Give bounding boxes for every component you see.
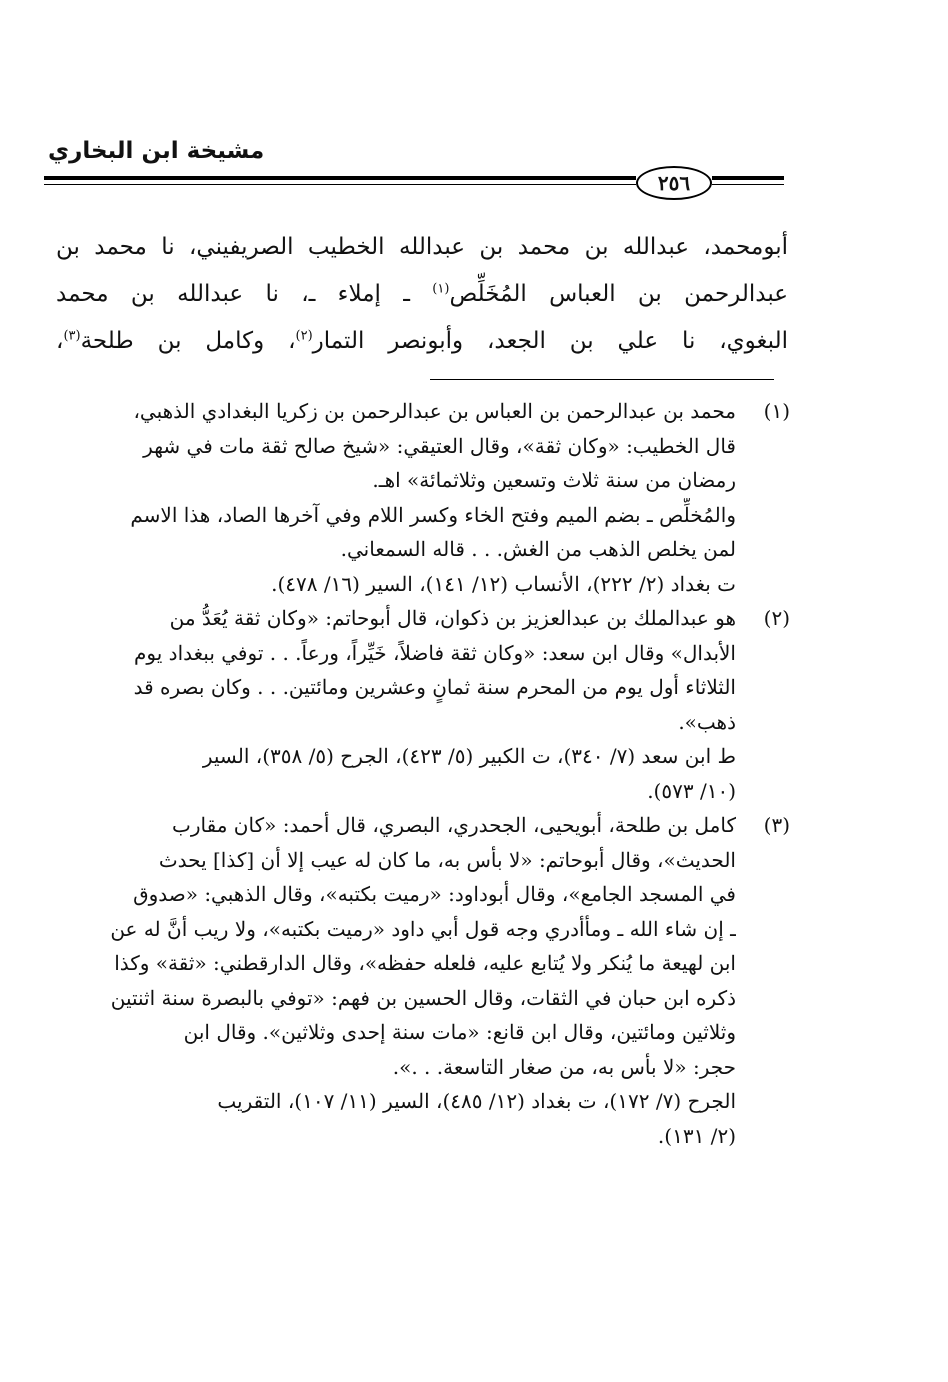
main-line-2-text: عبدالرحمن بن العباس المُخَلِّص (449, 281, 788, 307)
footnote-number: (١) (763, 399, 790, 423)
footnote-2 (54, 601, 790, 808)
footnote-line: قال الخطيب: «وكان ثقة»، وقال العتيقي: «شيخ صالح ثقة مات في شهر (143, 433, 736, 458)
footnote-line: الحديث»، وقال أبوحاتم: «لا بأس به، ما كان له عيب إلا أن [كذا] يحدث (158, 847, 736, 872)
footnote-line: الأبدال» وقال ابن سعد: «وكان ثقة فاضلاً، خَيِّراً، ورعاً. . . توفي ببغداد يوم (134, 640, 736, 665)
footnote-line: ابن لهيعة ما يُنكر ولا يُتابع عليه، فلعله حفظه»، وقال الدارقطني: «ثقة» وكذا (114, 951, 736, 975)
footnote-line: (١٠/ ٥٧٣). (647, 778, 736, 803)
footnotes (54, 394, 790, 1153)
footnote-separator (430, 379, 774, 380)
footnote-line: لمن يخلص الذهب من الغش. . . قاله السمعاني. (340, 537, 736, 561)
header-rule-right-thin (712, 184, 784, 185)
main-line-3 (56, 318, 788, 365)
main-line-3-text: البغوي، نا علي بن الجعد، وأبونصر التمار (312, 328, 788, 354)
footnote-ref-3: (٣) (63, 328, 81, 344)
footnote-line: ـ إن شاء الله ـ ومأأدري وجه قول أبي داود «رميت بكتبه»، ولا ريب أنَّ له عن (110, 916, 736, 941)
footnote-ref-2: (٢) (295, 328, 313, 344)
header-rule-right-thick (712, 176, 784, 180)
footnote-line: ذكره ابن حبان في الثقات، وقال الحسين بن فهم: «توفي بالبصرة سنة اثنتين (110, 985, 736, 1010)
footnote-number: (٣) (763, 813, 790, 837)
footnote-line: حجر: «لا بأس به، من صغار التاسعة. . .». (392, 1054, 736, 1079)
footnote-line: الثلاثاء أول يوم من المحرم سنة ثمانٍ وعشرين ومائتين. . . وكان بصره قد (133, 675, 736, 699)
main-line-2-rest: ـ إملاء ـ، نا عبدالله بن محمد (56, 281, 433, 307)
footnote-line: ذهب». (678, 709, 736, 734)
main-line-3-end: ، (56, 328, 64, 354)
footnote-line: في المسجد الجامع»، وقال أبوداود: «رميت بكتبه»، وقال الذهبي: «صدوق (133, 882, 736, 906)
footnote-line: ط ابن سعد (٧/ ٣٤٠)، ت الكبير (٥/ ٤٢٣)، الجرح (٥/ ٣٥٨)، السير (202, 744, 736, 768)
footnote-line: هو عبدالملك بن عبدالعزيز بن ذكوان، قال أبوحاتم: «وكان ثقة يُعَدُّ من (169, 606, 736, 630)
main-line-3-rest: ، وكامل بن طلحة (80, 328, 296, 354)
header-rule-left-thin (44, 184, 636, 185)
header-rule-left-thick (44, 176, 636, 180)
footnote-line: وثلاثين ومائتين، وقال ابن قانع: «مات سنة إحدى وثلاثين». وقال ابن (183, 1020, 736, 1044)
footnote-3 (54, 808, 790, 1153)
footnote-line: كامل بن طلحة، أبويحيى، الجحدري، البصري، قال أحمد: «كان مقارب (172, 813, 736, 837)
footnote-line: رمضان من سنة ثلاث وتسعين وثلاثمائة» اهـ. (372, 468, 736, 492)
running-title: مشيخة ابن البخاري (48, 138, 265, 164)
footnote-line: الجرح (٧/ ١٧٢)، ت بغداد (١٢/ ٤٨٥)، السير (١١/ ١٠٧)، التقريب (217, 1089, 736, 1113)
main-text (56, 224, 788, 365)
footnote-line: محمد بن عبدالرحمن بن العباس بن عبدالرحمن بن زكريا البغدادي الذهبي، (133, 399, 736, 423)
footnote-1 (54, 394, 790, 601)
footnote-line: ت بغداد (٢/ ٢٢٢)، الأنساب (١٢/ ١٤١)، السير (١٦/ ٤٧٨). (271, 571, 736, 596)
page-number: ٢٥٦ (636, 166, 712, 200)
footnote-line: والمُخلِّص ـ بضم الميم وفتح الخاء وكسر اللام وفي آخرها الصاد، هذا الاسم (130, 502, 736, 527)
main-line-1: أبومحمد، عبدالله بن محمد بن عبدالله الخطيب الصريفيني، نا محمد بن (56, 234, 788, 260)
footnote-number: (٢) (763, 606, 790, 630)
footnote-line: (٢/ ١٣١). (657, 1123, 736, 1148)
main-line-2 (56, 271, 788, 318)
footnote-ref-1: (١) (432, 281, 450, 297)
